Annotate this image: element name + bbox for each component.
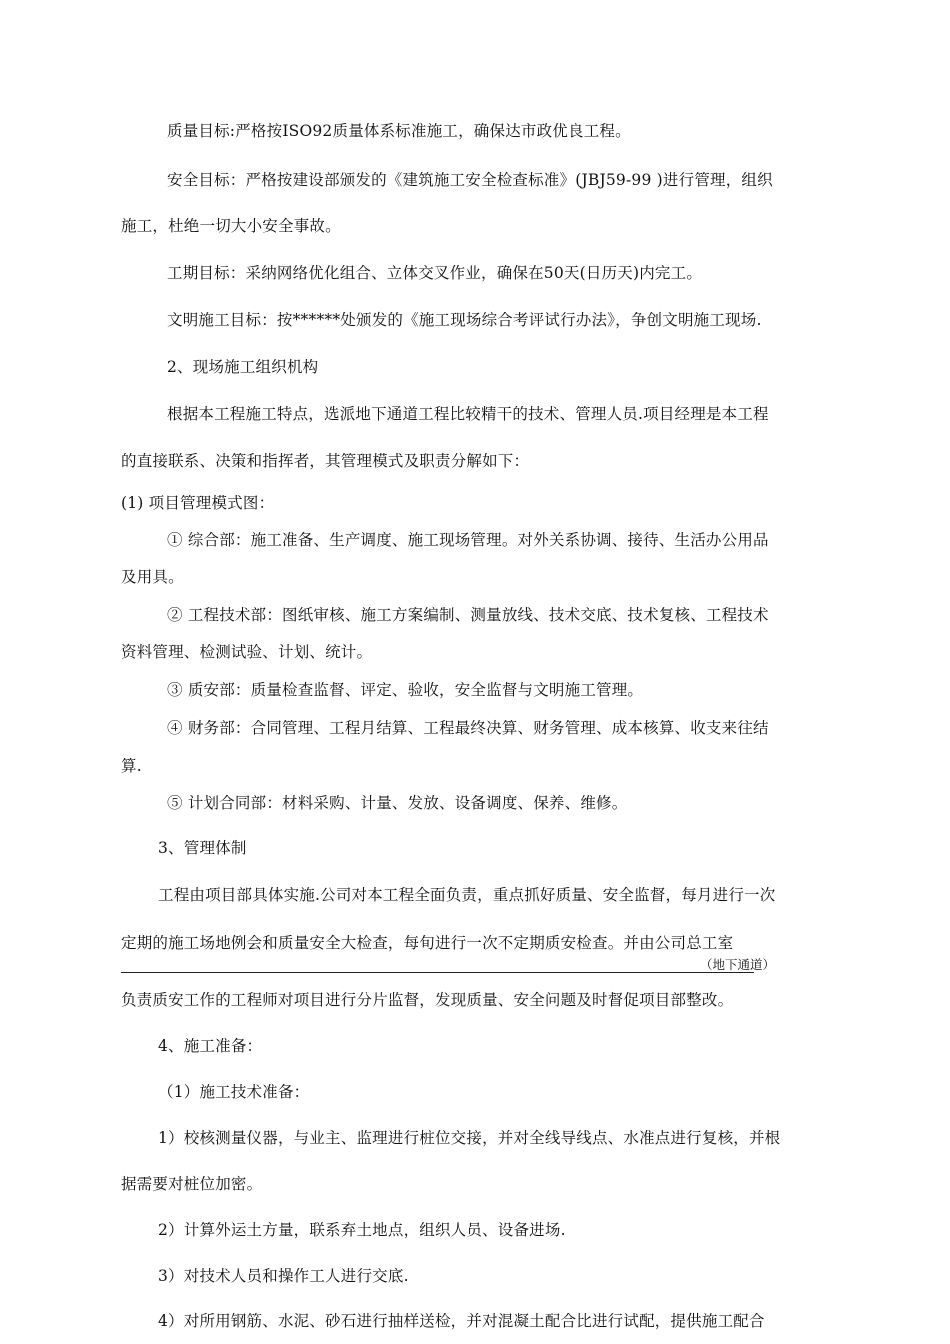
dept-planning: ⑤ 计划合同部：材料采购、计量、发放、设备调度、保养、维修。 [167, 794, 628, 812]
mode-heading: (1) 项目管理模式图： [121, 494, 275, 512]
management-paragraph: 工程由项目部具体实施.公司对本工程全面负责，重点抓好质量、安全监督，每月进行一次 [158, 886, 776, 904]
section-heading-2: 2、现场施工组织机构 [167, 358, 319, 376]
dept-quality-safety: ③ 质安部：质量检查监督、评定、验收，安全监督与文明施工管理。 [167, 681, 644, 699]
dept-finance: ④ 财务部：合同管理、工程月结算、工程最终决算、财务管理、成本核算、收支来往结 [167, 719, 769, 737]
quality-goal: 质量目标:严格按ISO92质量体系标准施工，确保达市政优良工程。 [167, 122, 631, 140]
dept-engineering-cont: 资料管理、检测试验、计划、统计。 [121, 643, 373, 661]
prep-item-3: 3）对技术人员和操作工人进行交底. [158, 1267, 409, 1285]
page-footer-label: （地下通道） [700, 957, 776, 972]
org-paragraph: 根据本工程施工特点，选派地下通道工程比较精干的技术、管理人员.项目经理是本工程 [167, 405, 769, 423]
prep-item-1: 1）校核测量仪器，与业主、监理进行桩位交接，并对全线导线点、水准点进行复核，并根 [158, 1129, 781, 1147]
section-heading-3: 3、管理体制 [158, 839, 247, 857]
dept-engineering: ② 工程技术部：图纸审核、施工方案编制、测量放线、技术交底、技术复核、工程技术 [167, 606, 769, 624]
management-paragraph-end: 负责质安工作的工程师对项目进行分片监督，发现质量、安全问题及时督促项目部整改。 [121, 991, 734, 1009]
dept-general-cont: 及用具。 [121, 568, 184, 586]
page-footer-rule [121, 972, 754, 973]
org-paragraph-cont: 的直接联系、决策和指挥者，其管理模式及职责分解如下： [121, 452, 530, 470]
dept-finance-cont: 算. [121, 757, 142, 775]
tech-prep-heading: （1）施工技术准备： [158, 1083, 310, 1101]
section-heading-4: 4、施工准备： [158, 1037, 263, 1055]
dept-general: ① 综合部：施工准备、生产调度、施工现场管理。对外关系协调、接待、生活办公用品 [167, 531, 769, 549]
safety-goal: 安全目标：严格按建设部颁发的《建筑施工安全检查标准》(JBJ59-99 )进行管理，组织 [167, 171, 773, 189]
management-paragraph-cont: 定期的施工场地例会和质量安全大检查，每旬进行一次不定期质安检查。并由公司总工室 [121, 934, 734, 952]
prep-item-4: 4）对所用钢筋、水泥、砂石进行抽样送检，并对混凝土配合比进行试配，提供施工配合 [158, 1312, 765, 1330]
safety-goal-cont: 施工，杜绝一切大小安全事故。 [121, 217, 341, 235]
civilized-goal: 文明施工目标：按******处颁发的《施工现场综合考评试行办法》，争创文明施工现场. [167, 311, 762, 329]
prep-item-1-cont: 据需要对桩位加密。 [121, 1175, 263, 1193]
prep-item-2: 2）计算外运土方量，联系弃土地点，组织人员、设备进场. [158, 1221, 566, 1239]
schedule-goal: 工期目标：采纳网络优化组合、立体交叉作业，确保在50天(日历天)内完工。 [167, 264, 703, 282]
